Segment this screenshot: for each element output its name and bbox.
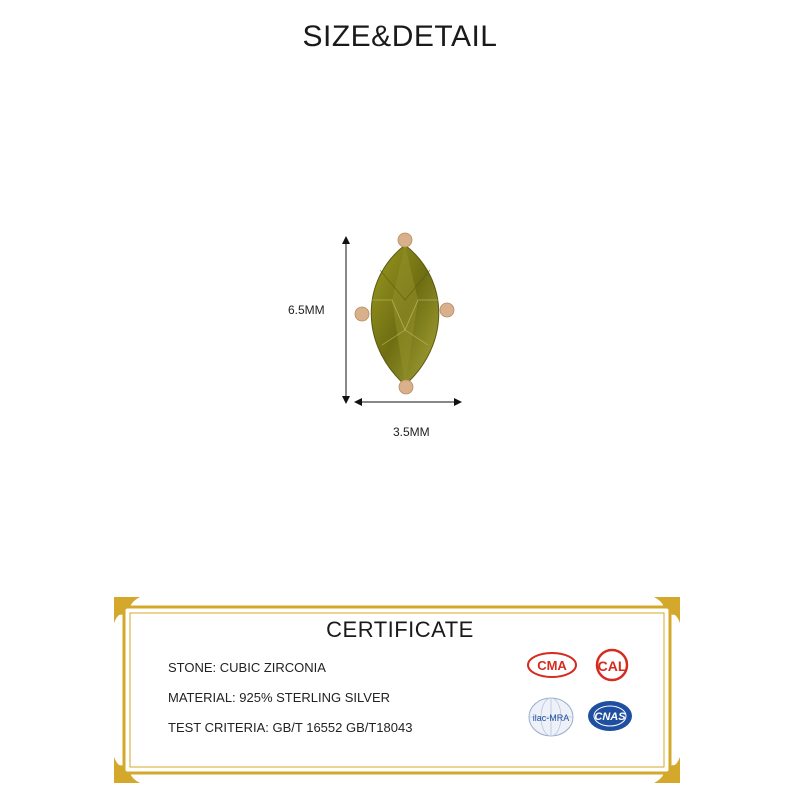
page-title: SIZE&DETAIL [302,20,498,53]
width-label: 3.5MM [393,425,430,439]
svg-text:CAL: CAL [597,658,627,674]
certificate-title: CERTIFICATE [326,617,474,642]
stone-line: STONE: CUBIC ZIRCONIA [168,660,326,675]
cnas-logo [585,697,635,735]
cma-logo [525,650,579,680]
criteria-line: TEST CRITERIA: GB/T 16552 GB/T18043 [168,720,413,735]
svg-text:ilac-MRA: ilac-MRA [532,713,570,723]
ilac-mra-logo [525,695,577,739]
marquise-stone [371,245,439,385]
cal-logo [588,648,636,682]
svg-text:CNAS: CNAS [594,711,626,723]
svg-text:CMA: CMA [537,658,567,673]
height-label: 6.5MM [288,303,325,317]
material-line: MATERIAL: 925% STERLING SILVER [168,690,391,705]
